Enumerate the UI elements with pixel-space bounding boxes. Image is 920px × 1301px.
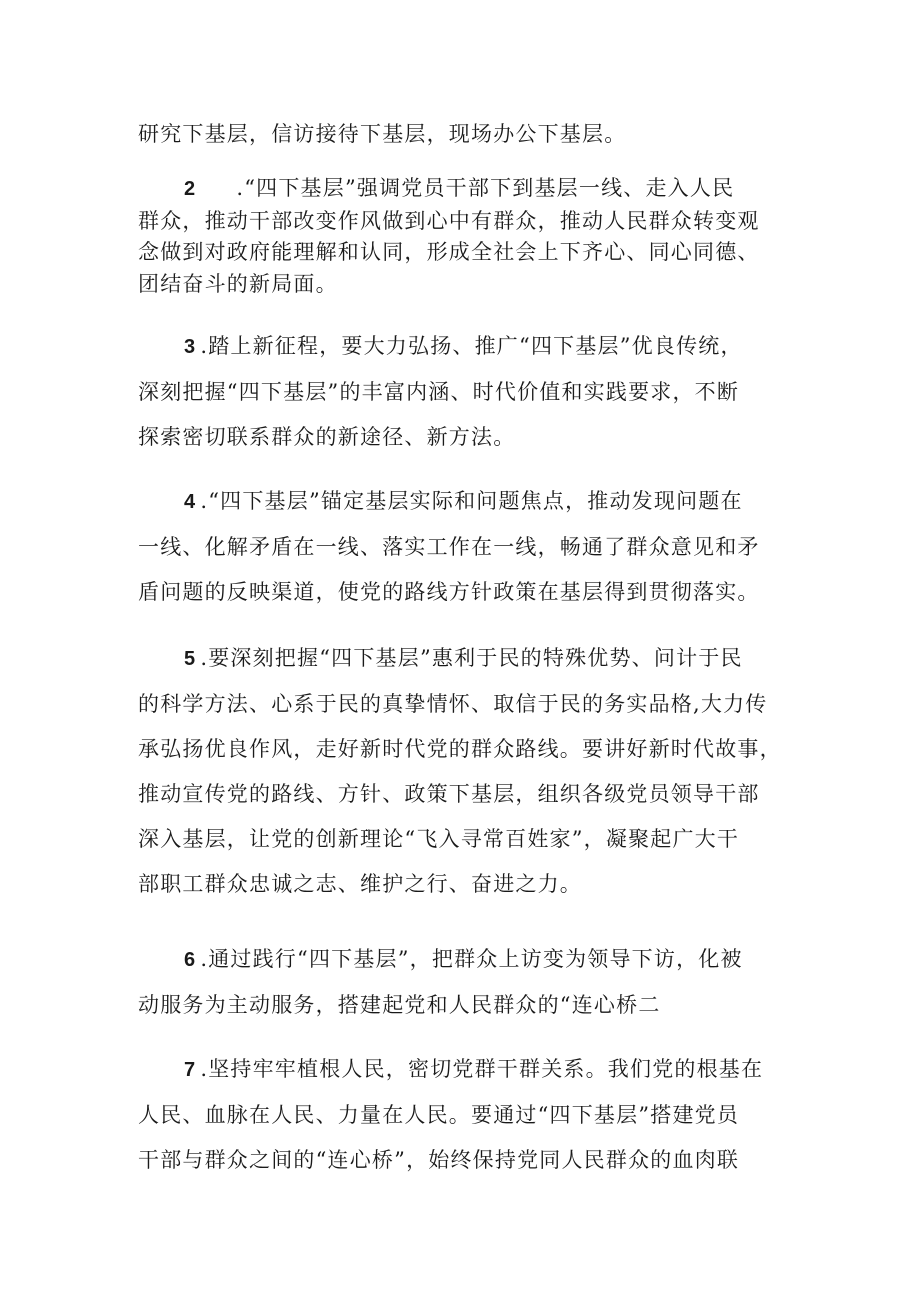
paragraph-number: 3: [184, 336, 197, 358]
paragraph-line: .要深刻把握“四下基层”惠利于民的特殊优势、问计于民: [200, 646, 743, 670]
paragraph-line: 人民、血脉在人民、力量在人民。要通过“四下基层”搭建党员: [138, 1103, 740, 1127]
paragraph-line: 念做到对政府能理解和认同，形成全社会上下齐心、同心同德、: [138, 240, 760, 264]
paragraph-line: .坚持牢牢植根人民，密切党群干群关系。我们党的根基在: [200, 1057, 764, 1081]
paragraph-first-line: [138, 324, 798, 370]
paragraph-4: [138, 479, 798, 615]
paragraph-number: 7: [184, 1059, 197, 1081]
paragraph-line: 研究下基层，信访接待下基层，现场办公下基层。: [138, 122, 627, 146]
paragraph-number: 2: [184, 178, 197, 200]
paragraph-line: .“四下基层”强调党员干部下到基层一线、走入人民: [236, 176, 735, 200]
paragraph-line: 的科学方法、心系于民的真挚情怀、取信于民的务实品格,大力传: [138, 692, 768, 716]
paragraph-6: [138, 937, 798, 1028]
paragraph-line: 动服务为主动服务，搭建起党和人民群众的“连心桥二: [138, 993, 661, 1017]
paragraph-number: 6: [184, 949, 197, 971]
paragraph-number: 5: [184, 648, 197, 670]
paragraph-line: .通过践行“四下基层”，把群众上访变为领导下访，化被: [200, 947, 743, 971]
paragraph-line: .“四下基层”锚定基层实际和问题焦点，推动发现问题在: [200, 489, 743, 513]
paragraph-continuation: [138, 112, 798, 157]
paragraph-line: 推动宣传党的路线、方针、政策下基层，组织各级党员领导干部: [138, 782, 760, 806]
paragraph-first-line: [138, 937, 798, 983]
paragraph-3: [138, 324, 798, 460]
paragraph-5: [138, 636, 798, 907]
paragraph-line: .踏上新征程，要大力弘扬、推广“四下基层”优良传统，: [200, 334, 743, 358]
paragraph-line: 深入基层，让党的创新理论“飞入寻常百姓家”，凝聚起广大干: [138, 827, 740, 851]
paragraph-line: 一线、化解矛盾在一线、落实工作在一线，畅通了群众意见和矛: [138, 535, 760, 559]
paragraph-line: 团结奋斗的新局面。: [138, 271, 338, 296]
paragraph-line: 盾问题的反映渠道，使党的路线方针政策在基层得到贯彻落实。: [138, 580, 760, 604]
paragraph-line: 群众，推动干部改变作风做到心中有群众，推动人民群众转变观: [138, 208, 760, 233]
paragraph-line: 承弘扬优良作风，走好新时代党的群众路线。要讲好新时代故事，: [138, 737, 782, 761]
paragraph-line: 深刻把握“四下基层”的丰富内涵、时代价值和实践要求，不断: [138, 380, 740, 404]
paragraph-7: [138, 1047, 798, 1183]
paragraph-2: [138, 173, 798, 300]
paragraph-first-line: [138, 173, 798, 206]
paragraph-first-line: [138, 636, 798, 682]
paragraph-line: 干部与群众之间的“连心桥”，始终保持党同人民群众的血肉联: [138, 1148, 740, 1172]
paragraph-number: 4: [184, 491, 197, 513]
paragraph-line: 探索密切联系群众的新途径、新方法。: [138, 425, 516, 449]
paragraph-line: 部职工群众忠诚之志、维护之行、奋进之力。: [138, 872, 582, 896]
paragraph-first-line: [138, 1047, 798, 1093]
paragraph-first-line: [138, 479, 798, 525]
